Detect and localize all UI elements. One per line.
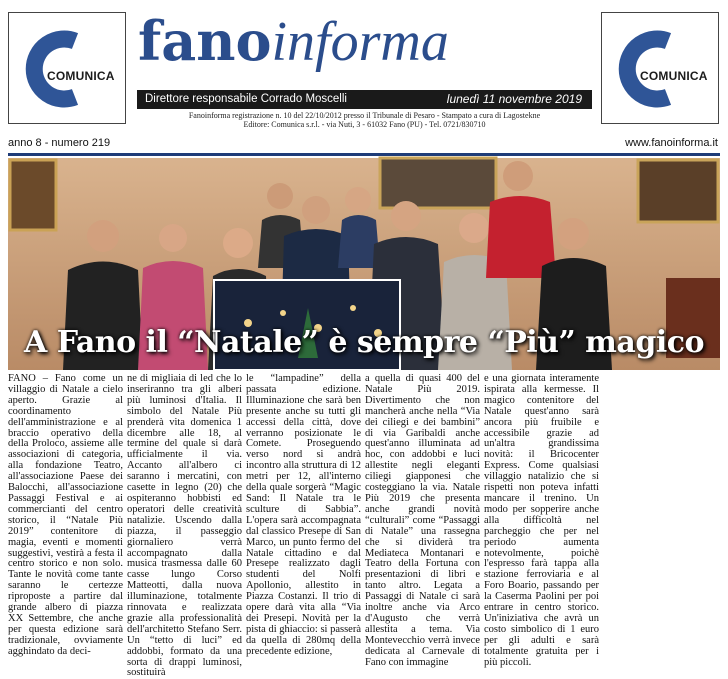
logo-text: COMUNICA bbox=[47, 69, 115, 83]
comunica-logo-left bbox=[8, 12, 126, 124]
issue-date: lunedì 11 novembre 2019 bbox=[446, 92, 582, 106]
article-column-3: le “lampadine” della passata edizione. Illuminazione che sarà ben presente anche su tutti gli accessi della città, dove verranno posizionate le Comete. Proseguendo verso nord si andrà incontro alla struttura di 12 metri per 12, all'interno della quale sorgerà “Magic Sand: Il Natale tra le sculture di Sabbia”. L'opera sarà accompagnata dal classico Presepe di San Marco, un punto fermo del Natale cittadino e dal Presepe realizzato dagli studenti del Nolfi Apollonio, allestito in Piazza Costanzi. Il trio di opere darà vita alla “Via dei Presepi. Novità per la pista di ghiaccio: si passerà da quella di 280mq della precedente edizione, bbox=[246, 373, 361, 657]
newspaper-title[interactable] bbox=[138, 6, 449, 77]
article-column-5: e una giornata interamente ispirata alla kermesse. Il magico contenitore del Natale quest'anno sarà ancora più fruibile e accessibile grazie ad un'altra grandissima novità: il Bricocenter Express. Come qualsiasi villaggio natalizio che si rispetti non poteva infatti mancare il trenino. Un modo per sopperire anche alla difficoltà nel parcheggio che per nel periodo aumenta notevolmente, poichè l'espresso farà tappa alla stazione ferroviaria e al Foro Boario, passando per la Caserma Paolini per poi entrare in centro storico. Un'iniziativa che avrà un costo simbolico di 1 euro per gli adulti e sarà totalmente gratuita per i più piccoli. bbox=[484, 373, 599, 668]
comunica-logo-right bbox=[601, 12, 719, 124]
editor-bar bbox=[137, 90, 592, 109]
director-credit: Direttore responsabile Corrado Moscelli bbox=[145, 93, 347, 105]
issue-number: anno 8 - numero 219 bbox=[8, 137, 111, 149]
logo-text: COMUNICA bbox=[640, 69, 708, 83]
masthead bbox=[138, 9, 590, 90]
title-part-fano: fano bbox=[138, 9, 272, 73]
title-part-informa: informa bbox=[271, 11, 449, 73]
divider-rule bbox=[8, 153, 720, 156]
article-headline[interactable]: A Fano il “Natale” è sempre “Più” magico bbox=[23, 325, 705, 360]
article-body bbox=[8, 373, 720, 679]
registration-line: Fanoinforma registrazione n. 10 del 22/10/2012 presso il Tribunale di Pesaro - Stampato a cura di Lagostekne bbox=[188, 111, 541, 120]
publisher-line: Editore: Comunica s.r.l. - via Nuti, 3 - 61032 Fano (PU) - Tel. 0721/830710 bbox=[243, 120, 486, 129]
article-column-1: FANO – Fano come un villaggio di Natale a cielo aperto. Grazie al coordinamento dell'amministrazione e al braccio operativo della della Proloco, assieme alle associazioni di categoria, alla fondazione Teatro, all'associazione Paese dei Balocchi, all'associazione Passaggi Festival e ai commercianti del centro storico, il “Natale Più 2019” contenitore di magia, eventi e momenti suggestivi, vestirà a festa il centro storico e non solo. Tante le novità come tante saranno le certezze riproposte a partire dal grande albero di piazza XX Settembre, che anche per questa edizione sarà tradizionale, ovviamente agghindato da deci- bbox=[8, 373, 123, 657]
article-column-4: a quella di quasi 400 del Natale Più 2019. Divertimento che non mancherà anche nella “Via dei ciliegi e dei bambini” di via Garibaldi anche quest'anno illuminata ad hoc, con addobbi e luci allestite negli eleganti ciliegi giapponesi che costeggiano la via. Natale Più 2019 che presenta anche grandi novità “culturali” come “Passaggi di Natale” una rassegna che si dividerà tra Mediateca Montanari e Teatro della Fortuna con presentazioni di libri e tanto altro. Legata a Passaggi di Natale ci sarà inoltre anche via Arco d'Augusto che verrà allestita a tema. Via Montevecchio verrà invece dedicata al Carnevale di Fano con immagine bbox=[365, 373, 480, 668]
article-column-2: ne di migliaia di led che lo inseriranno tra gli alberi più luminosi d'Italia. Il simbolo del Natale Più prenderà vita domenica 1 dicembre alle 18, al termine del quale si darà ufficialmente il via. Accanto all'albero ci saranno i mercatini, con casette in legno (20) che ospiteranno hobbisti ed operatori delle creatività natalizie. Uscendo dalla piazza, il passeggio giornaliero verrà accompagnato dalla musica trasmessa dalle 60 casse lungo Corso Matteotti, dalla nuova illuminazione, totalmente rinnovata e realizzata grazie alla professionalità dell'architetto Stefano Serr. Un “tetto di luci” ed addobbi, formato da una sorta di drappi luminosi, sostituirà bbox=[127, 373, 242, 679]
lead-photo bbox=[8, 158, 720, 370]
issue-row bbox=[8, 137, 720, 151]
website-link[interactable]: www.fanoinforma.it bbox=[625, 137, 718, 149]
